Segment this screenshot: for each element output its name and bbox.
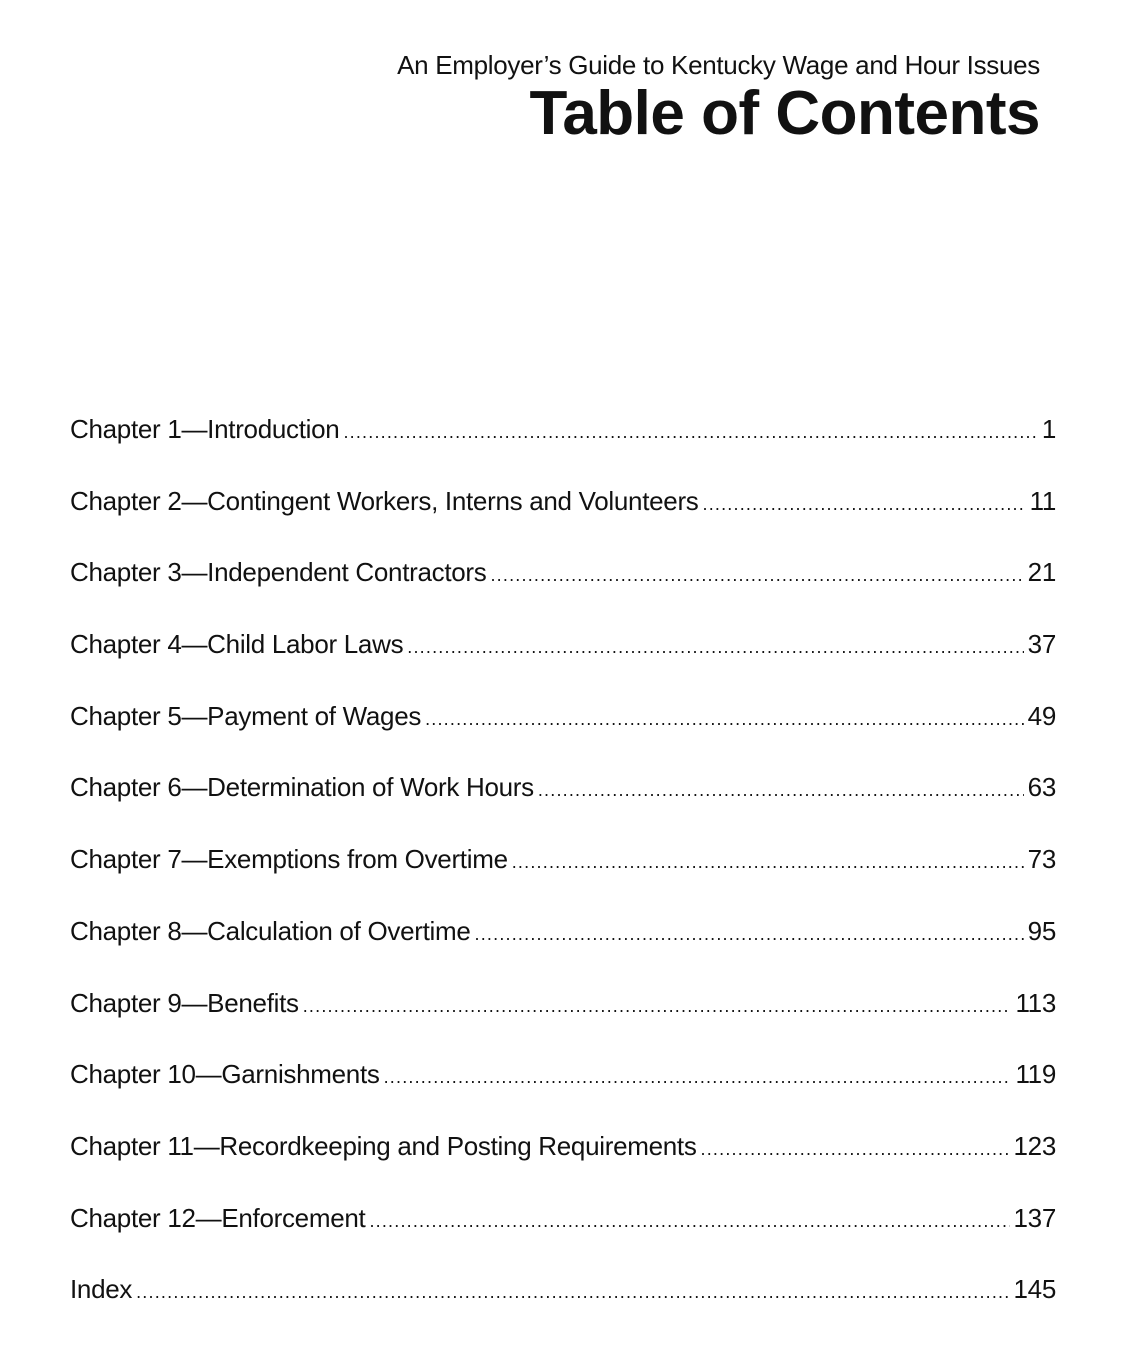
toc-entry-label: Chapter 1—Introduction xyxy=(70,414,340,444)
dot-leader xyxy=(303,996,1012,1017)
toc-entry-label: Index xyxy=(70,1274,133,1305)
toc-entry-page: 49 xyxy=(1027,700,1056,731)
toc-entry-chapter-3[interactable] xyxy=(70,557,1056,629)
toc-entry-page: 113 xyxy=(1015,987,1056,1018)
dot-leader xyxy=(343,422,1037,443)
dot-leader xyxy=(384,1067,1012,1088)
toc-entry-label: Chapter 8—Calculation of Overtime xyxy=(70,915,471,946)
toc-entry-page: 119 xyxy=(1015,1059,1056,1090)
toc-entry-chapter-5[interactable] xyxy=(70,701,1056,773)
toc-entry-page: 95 xyxy=(1027,915,1056,946)
toc-entry-chapter-4[interactable] xyxy=(70,629,1056,701)
toc-entry-chapter-8[interactable] xyxy=(70,916,1056,988)
table-of-contents xyxy=(70,414,1056,1346)
toc-entry-label: Chapter 3—Independent Contractors xyxy=(70,557,487,588)
toc-entry-chapter-1[interactable] xyxy=(70,414,1056,486)
toc-entry-page: 137 xyxy=(1013,1202,1056,1233)
dot-leader xyxy=(407,637,1023,658)
dot-leader xyxy=(512,852,1024,873)
toc-entry-index[interactable] xyxy=(70,1274,1056,1346)
toc-entry-chapter-9[interactable] xyxy=(70,988,1056,1060)
toc-entry-chapter-12[interactable] xyxy=(70,1203,1056,1275)
toc-entry-chapter-2[interactable] xyxy=(70,486,1056,558)
dot-leader xyxy=(701,1139,1010,1160)
toc-entry-page: 11 xyxy=(1029,485,1056,516)
document-subtitle: An Employer’s Guide to Kentucky Wage and Hour Issues xyxy=(397,50,1040,80)
dot-leader xyxy=(703,494,1026,515)
toc-entry-label: Chapter 5—Payment of Wages xyxy=(70,700,422,731)
toc-entry-page: 63 xyxy=(1027,772,1056,803)
toc-entry-page: 145 xyxy=(1013,1274,1056,1305)
dot-leader xyxy=(425,709,1024,730)
dot-leader xyxy=(136,1282,1009,1303)
dot-leader xyxy=(490,565,1023,586)
toc-entry-page: 1 xyxy=(1041,414,1056,444)
dot-leader xyxy=(538,780,1024,801)
toc-entry-label: Chapter 11—Recordkeeping and Posting Requirements xyxy=(70,1130,697,1161)
toc-entry-chapter-11[interactable] xyxy=(70,1131,1056,1203)
toc-entry-label: Chapter 7—Exemptions from Overtime xyxy=(70,844,508,875)
page-header xyxy=(397,48,1040,146)
toc-entry-page: 37 xyxy=(1027,629,1056,660)
toc-entry-chapter-6[interactable] xyxy=(70,772,1056,844)
toc-entry-page: 123 xyxy=(1013,1130,1056,1161)
dot-leader xyxy=(369,1211,1009,1232)
toc-entry-label: Chapter 6—Determination of Work Hours xyxy=(70,772,534,803)
toc-entry-page: 73 xyxy=(1027,844,1056,875)
toc-entry-label: Chapter 12—Enforcement xyxy=(70,1202,366,1233)
toc-entry-chapter-7[interactable] xyxy=(70,844,1056,916)
toc-entry-page: 21 xyxy=(1027,557,1056,588)
toc-entry-label: Chapter 2—Contingent Workers, Interns and Volunteers xyxy=(70,485,699,516)
toc-entry-label: Chapter 9—Benefits xyxy=(70,987,299,1018)
toc-entry-label: Chapter 4—Child Labor Laws xyxy=(70,629,404,660)
toc-entry-chapter-10[interactable] xyxy=(70,1059,1056,1131)
dot-leader xyxy=(475,924,1024,945)
page-title: Table of Contents xyxy=(529,79,1040,148)
toc-entry-label: Chapter 10—Garnishments xyxy=(70,1059,380,1090)
